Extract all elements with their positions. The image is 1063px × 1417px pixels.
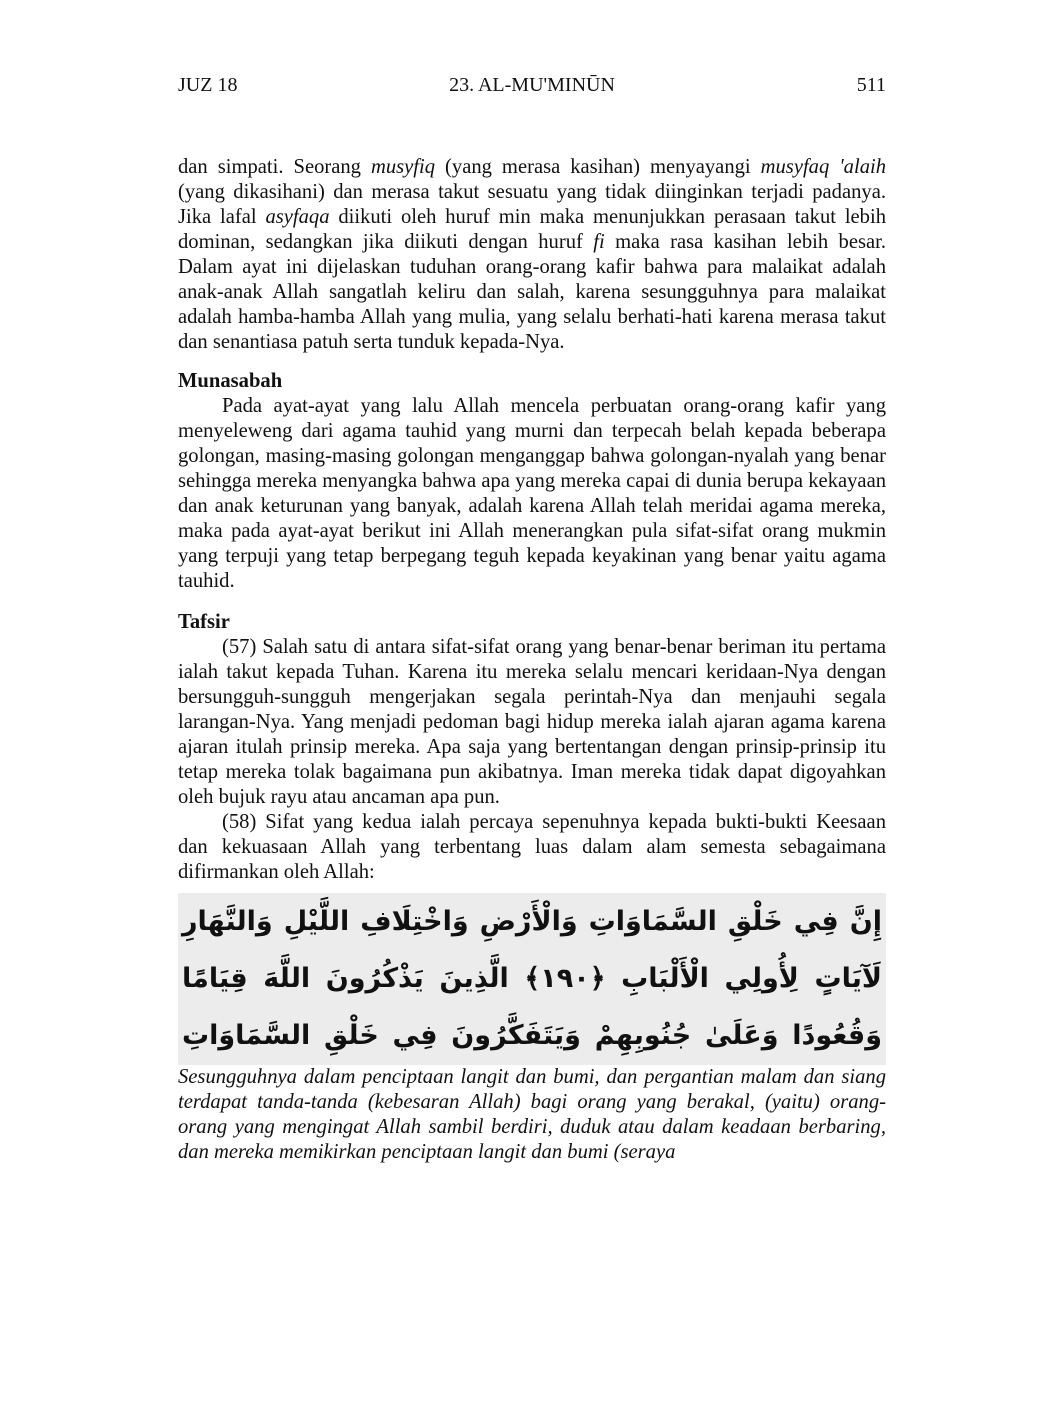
intro-text-4: diikuti oleh huruf min maka menunjukkan perasaan takut lebih dominan, sedangkan jika diikuti dengan huruf [178,206,886,253]
intro-text-2: (yang merasa kasihan) menyayangi [435,156,761,178]
intro-paragraph [178,155,886,355]
term-asyfaqa: asyfaqa [265,206,330,228]
surah-title: 23. AL-MU'MINŪN [449,74,615,96]
page-body [178,155,886,1165]
tafsir-paragraph-58: (58) Sifat yang kedua ialah percaya sepenuhnya kepada bukti-bukti Keesaan dan kekuasaan Allah yang terbentang luas dalam alam semesta sebagaimana difirmankan oleh Allah: [178,811,886,883]
page-header [178,74,886,104]
munasabah-paragraph: Pada ayat-ayat yang lalu Allah mencela perbuatan orang-orang kafir yang menyeleweng dari agama tauhid yang murni dan terpecah belah kepada beberapa golongan, masing-masing golongan menganggap bahwa golongan-nyalah yang benar sehingga mereka menyangka bahwa apa yang mereka capai di dunia berupa kekayaan dan anak keturunan yang banyak, adalah karena Allah telah meridai agama mereka, maka pada ayat-ayat berikut ini Allah menerangkan pula sifat-sifat orang mukmin yang terpuji yang tetap berpegang teguh kepada keyakinan yang benar yaitu agama tauhid. [178,395,886,592]
juz-label: JUZ 18 [178,74,238,96]
spacer [178,594,886,610]
verse-translation: Sesungguhnya dalam penciptaan langit dan bumi, dan pergantian malam dan siang terdapat tanda-tanda (kebesaran Allah) bagi orang yang berakal, (yaitu) orang-orang yang mengingat Allah sambil berdiri, duduk atau dalam keadaan berbaring, dan mereka memikirkan penciptaan langit dan bumi (seraya [178,1066,886,1163]
tafsir-heading: Tafsir [178,611,230,633]
page-number: 511 [856,74,886,96]
intro-text-1: dan simpati. Seorang [178,156,371,178]
tafsir-paragraph-57: (57) Salah satu di antara sifat-sifat orang yang benar-benar beriman itu pertama ialah takut kepada Tuhan. Karena itu mereka selalu mencari keridaan-Nya dengan bersungguh-sungguh mengerjakan segala perintah-Nya dan menjauhi segala larangan-Nya. Yang menjadi pedoman bagi hidup mereka ialah ajaran agama karena ajaran itulah prinsip mereka. Apa saja yang bertentangan dengan prinsip-prinsip itu tetap mereka tolak bagaimana pun akibatnya. Iman mereka tidak dapat digoyahkan oleh bujuk rayu atau ancaman apa pun. [178,636,886,808]
term-fi: fi [593,231,605,253]
arabic-verse-block: إِنَّ فِي خَلْقِ السَّمَاوَاتِ وَالْأَرْضِ وَاخْتِلَافِ اللَّيْلِ وَالنَّهَارِ لَآيَاتٍ لِأُولِي الْأَلْبَابِ ﴿١٩٠﴾ الَّذِينَ يَذْكُرُونَ اللَّهَ قِيَامًا وَقُعُودًا وَعَلَىٰ جُنُوبِهِمْ وَيَتَفَكَّرُونَ فِي خَلْقِ السَّمَاوَاتِ [178,893,886,1065]
intro-text-3: (yang dikasihani) dan merasa takut sesuatu yang tidak diinginkan terjadi padanya. Jika lafal [178,181,886,228]
spacer [178,355,886,369]
munasabah-heading: Munasabah [178,370,283,392]
term-musyfiq: musyfiq [370,156,436,178]
term-musyfaq-alaih: musyfaq 'alaih [760,156,887,178]
intro-text-5: maka rasa kasihan lebih besar. Dalam ayat ini dijelaskan tuduhan orang-orang kafir bahwa para malaikat adalah anak-anak Allah sangatlah keliru dan salah, karena sesungguhnya para malaikat adalah hamba-hamba Allah yang mulia, yang selalu berhati-hati karena merasa takut dan senantiasa patuh serta tunduk kepada-Nya. [178,231,887,353]
